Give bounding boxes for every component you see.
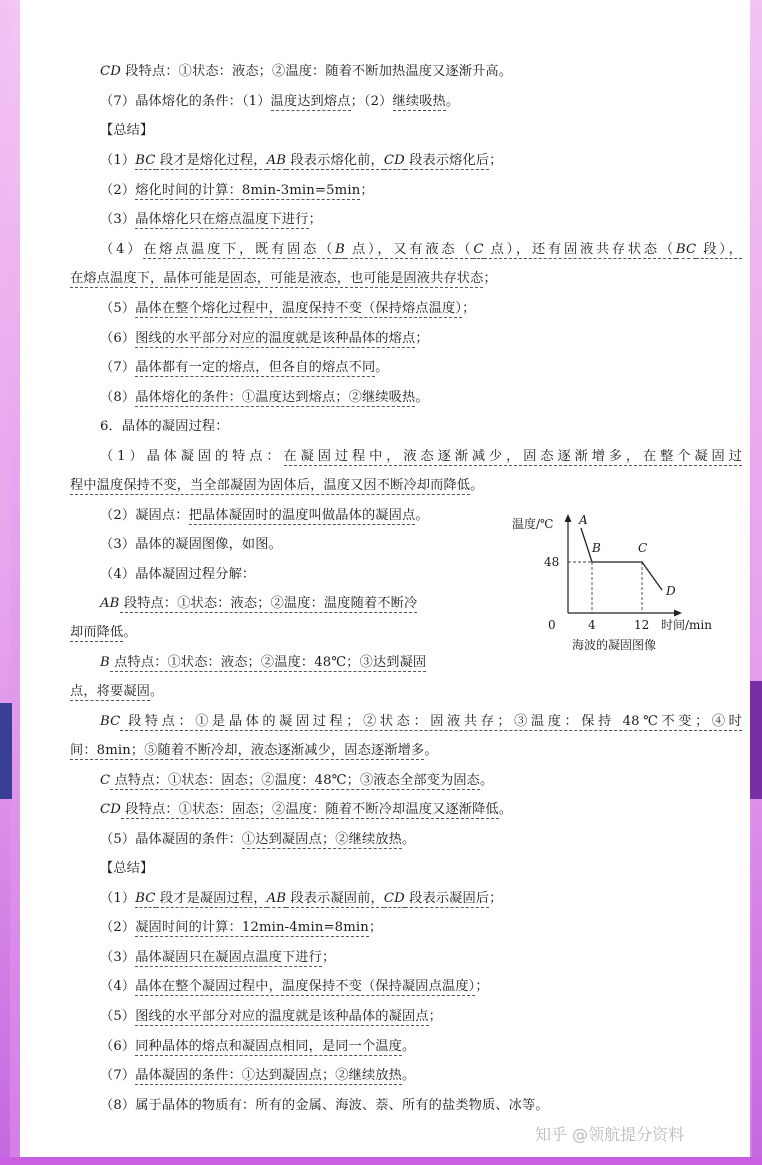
text-line — [100, 358, 389, 378]
text-run: 。 — [480, 773, 494, 788]
text-run: 。 — [424, 743, 438, 758]
text-line — [100, 388, 429, 408]
text-run: 段表示熔化后 — [404, 153, 490, 168]
text-run: （1）晶体凝固的特点： — [100, 449, 284, 464]
text-run: ；（2） — [350, 94, 393, 109]
right-side-tab — [750, 681, 762, 799]
text-line — [100, 977, 489, 997]
text-run: （6） — [100, 331, 136, 346]
text-run: BC — [135, 153, 156, 168]
text-line — [100, 121, 153, 141]
text-line — [100, 948, 335, 968]
text-run: ； — [415, 331, 429, 346]
text-run: （3） — [100, 950, 136, 965]
text-run: 晶体在整个熔化过程中，温度保持不变（保持熔点温度） — [135, 301, 463, 316]
text-run: 。 — [123, 625, 137, 640]
text-line — [100, 771, 493, 791]
text-line — [100, 918, 382, 938]
text-line — [100, 62, 512, 82]
point-a-label: A — [579, 513, 588, 527]
left-border — [0, 0, 10, 1165]
text-line — [100, 151, 503, 171]
text-run: （7） — [100, 1068, 136, 1083]
watermark: 知乎 @领航提分资料 — [535, 1125, 685, 1144]
text-line — [100, 1007, 442, 1027]
text-run: ； — [360, 183, 374, 198]
text-run: （1） — [100, 891, 136, 906]
text-line — [100, 329, 429, 349]
document-page — [20, 0, 750, 1157]
text-run: ①达到凝固点；②继续放热 — [241, 832, 402, 847]
text-run: 段表示凝固后 — [404, 891, 490, 906]
text-run: CD — [383, 891, 405, 906]
text-line — [70, 269, 497, 289]
text-run: 段才是熔化过程， — [155, 153, 267, 168]
text-line — [100, 1037, 415, 1057]
text-run: 点），又有液态（ — [344, 242, 474, 257]
text-line — [100, 92, 459, 112]
text-line — [70, 741, 438, 761]
text-run: C — [100, 773, 111, 788]
text-run: AB — [266, 153, 287, 168]
text-run: B — [100, 655, 110, 670]
tick-12: 12 — [634, 618, 650, 632]
text-run: 段特点：①是晶体的凝固过程；②状态：固液共存；③温度：保持 48℃不变；④时 — [120, 714, 742, 729]
text-line — [100, 565, 255, 585]
text-run: 段特点：①状态：液态；②温度：随着不断加热温度又逐渐升高。 — [120, 64, 513, 79]
text-run: 。 — [401, 832, 416, 847]
text-run: CD — [100, 64, 121, 79]
text-line — [100, 594, 417, 614]
text-line — [100, 653, 426, 673]
text-run: 点特点：①状态：液态；②温度：48℃；③达到凝固 — [109, 655, 427, 670]
text-run: AB — [266, 891, 287, 906]
text-line — [70, 682, 163, 702]
text-run: 段特点：①状态：固态；②温度：随着不断冷却温度又逐渐降低 — [120, 802, 499, 817]
text-run: ； — [368, 920, 383, 935]
point-b-label: B — [592, 541, 601, 555]
text-run: 【总结】 — [100, 123, 154, 138]
text-run: ； — [475, 979, 489, 994]
text-run: 。 — [401, 1068, 416, 1083]
tick-4: 4 — [588, 618, 596, 632]
text-run: 段表示凝固前， — [286, 891, 384, 906]
right-border — [752, 0, 762, 1165]
text-run: ； — [489, 891, 503, 906]
text-run: 晶体凝固只在凝固点温度下进行 — [135, 950, 322, 965]
text-run: （7） — [100, 360, 136, 375]
text-run: （2） — [100, 920, 136, 935]
text-run: ； — [428, 1009, 442, 1024]
text-line — [100, 535, 282, 555]
text-line — [70, 623, 137, 643]
text-run: 在凝固过程中，液态逐渐减少，固态逐渐增多，在整个凝固过 — [283, 449, 742, 464]
text-run: 点特点：①状态：固态；②温度：48℃；③液态全部变为固态 — [110, 773, 481, 788]
text-line — [100, 1066, 415, 1086]
text-run: 晶体熔化只在熔点温度下进行 — [135, 212, 309, 227]
text-run: 图线的水平部分对应的温度就是该种晶体的凝固点 — [135, 1009, 429, 1024]
bottom-border — [0, 1157, 762, 1165]
y-axis-label: 温度/℃ — [512, 517, 554, 531]
x-axis-label: 时间/min — [661, 618, 712, 632]
text-line — [100, 889, 503, 909]
text-line — [100, 830, 415, 850]
text-run: 晶体都有一定的熔点，但各自的熔点不同 — [135, 360, 376, 375]
text-run: C — [473, 242, 484, 257]
text-run: 在熔点温度下，晶体可能是固态，可能是液态，也可能是固液共存状态 — [70, 271, 484, 286]
text-run: 。 — [375, 360, 389, 375]
text-run: BC — [100, 714, 121, 729]
text-run: （1） — [100, 153, 136, 168]
text-run: 。 — [150, 684, 164, 699]
text-run: ； — [308, 212, 322, 227]
point-c-label: C — [638, 541, 648, 555]
text-run: 凝固时间的计算：12min-4min=8min — [135, 920, 369, 935]
text-run: 温度达到熔点 — [270, 94, 351, 109]
text-run: BC — [675, 242, 697, 257]
text-run: （5） — [100, 301, 136, 316]
text-run: 。 — [445, 94, 460, 109]
text-run: （8）属于晶体的物质有：所有的金属、海波、萘、所有的盐类物质、冰等。 — [100, 1098, 549, 1113]
text-run: 6．晶体的凝固过程： — [100, 419, 229, 434]
text-run: 在熔点温度下，既有固态（ — [143, 242, 336, 257]
text-run: CD — [383, 153, 405, 168]
text-line — [100, 299, 475, 319]
text-run: 程中温度保持不变，当全部凝固为固体后，温度又因不断冷却而降低 — [70, 478, 471, 493]
x-axis-arrow — [674, 610, 682, 617]
text-run: 段才是凝固过程， — [155, 891, 267, 906]
text-run: 却而降低 — [70, 625, 124, 640]
text-run: （5）晶体凝固的条件： — [100, 832, 242, 847]
cooling-curve — [581, 528, 662, 590]
text-run: CD — [100, 802, 121, 817]
solidification-graph — [488, 506, 728, 656]
text-run: 晶体凝固的条件：①达到凝固点；②继续放热 — [135, 1068, 402, 1083]
text-run: 同种晶体的熔点和凝固点相同，是同一个温度 — [135, 1039, 402, 1054]
text-run: B — [335, 242, 345, 257]
text-run: （4）晶体凝固过程分解： — [100, 567, 256, 582]
text-run: BC — [135, 891, 156, 906]
text-run: ； — [483, 271, 497, 286]
text-run: 继续吸热 — [392, 94, 446, 109]
text-run: 。 — [498, 802, 513, 817]
text-run: （2）凝固点： — [100, 508, 189, 523]
text-run: （2） — [100, 183, 136, 198]
text-run: （4） — [100, 242, 144, 257]
text-run: （6） — [100, 1039, 136, 1054]
text-run: 【总结】 — [100, 861, 154, 876]
text-run: 段表示熔化前， — [286, 153, 384, 168]
text-run: 。 — [470, 478, 484, 493]
text-run: 熔化时间的计算：8min-3min=5min — [135, 183, 361, 198]
tick-48: 48 — [544, 555, 560, 569]
text-run: 。 — [415, 390, 429, 405]
figure-caption: 海波的凝固图像 — [572, 638, 657, 652]
text-run: （3） — [100, 212, 136, 227]
text-run: 间：8min；⑤随着不断冷却，液态逐渐减少，固态逐渐增多 — [70, 743, 425, 758]
text-run: ； — [489, 153, 503, 168]
text-run: （5） — [100, 1009, 136, 1024]
text-line — [100, 181, 374, 201]
text-line — [100, 800, 512, 820]
point-d-label: D — [666, 584, 676, 598]
text-line — [100, 447, 742, 467]
text-line — [100, 240, 742, 260]
text-run: （8） — [100, 390, 136, 405]
text-run: AB — [100, 596, 120, 611]
origin-label: 0 — [548, 618, 556, 632]
text-run: 。 — [401, 1039, 416, 1054]
left-side-tab — [0, 703, 12, 799]
text-run: ； — [462, 301, 476, 316]
text-run: 段特点：①状态：液态；②温度：温度随着不断冷 — [119, 596, 418, 611]
text-line — [100, 712, 742, 732]
text-line — [100, 210, 322, 230]
text-run: 晶体在整个凝固过程中，温度保持不变（保持凝固点温度） — [135, 979, 476, 994]
text-run: ； — [321, 950, 336, 965]
text-run: 晶体熔化的条件：①温度达到熔点；②继续吸热 — [135, 390, 416, 405]
text-line — [70, 476, 483, 496]
text-line — [100, 417, 229, 437]
text-run: 点），还有固液共存状态（ — [483, 242, 676, 257]
text-run: （4） — [100, 979, 136, 994]
text-line — [100, 859, 153, 879]
text-run: 把晶体凝固时的温度叫做晶体的凝固点 — [188, 508, 416, 523]
text-line — [100, 506, 429, 526]
y-axis-arrow — [565, 514, 572, 522]
text-run: （3）晶体的凝固图像，如图。 — [100, 537, 282, 552]
text-line — [100, 1096, 549, 1116]
text-run: 图线的水平部分对应的温度就是该种晶体的熔点 — [135, 331, 416, 346]
text-run: 点，将要凝固 — [70, 684, 151, 699]
text-run: 。 — [415, 508, 429, 523]
text-run: （7）晶体熔化的条件：（1） — [100, 94, 271, 109]
text-run: 段）， — [696, 242, 742, 257]
